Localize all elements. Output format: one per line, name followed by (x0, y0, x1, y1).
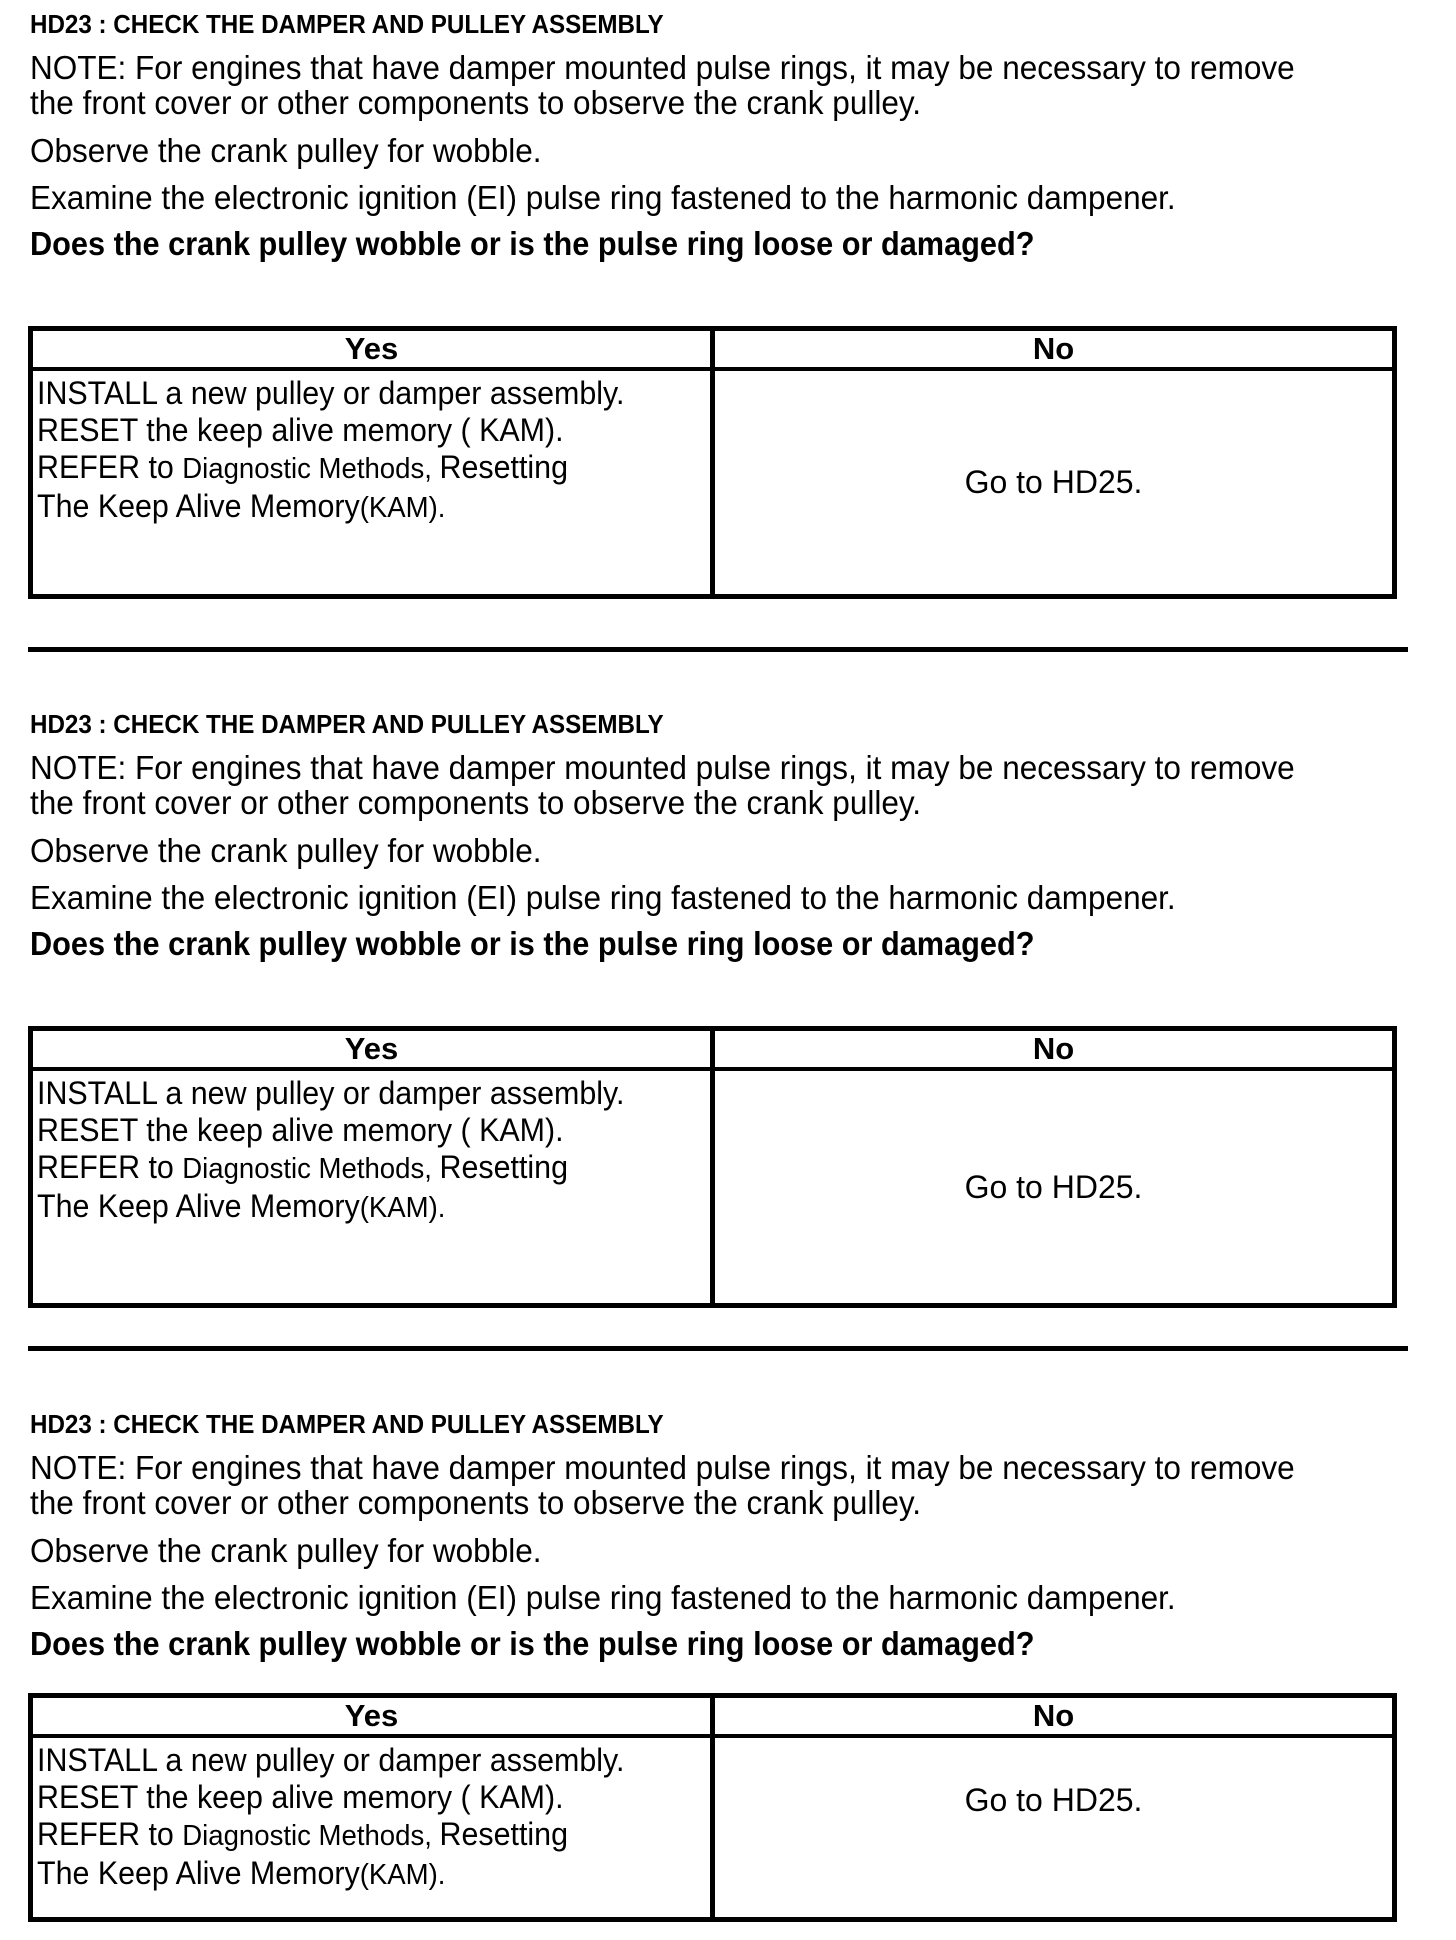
yes-action-line: INSTALL a new pulley or damper assembly. (37, 375, 625, 411)
yes-action-line: RESET the keep alive memory ( KAM). (37, 1779, 564, 1815)
kam-suffix: (KAM). (359, 492, 446, 524)
yes-action-line (37, 1149, 624, 1188)
examine-instruction: Examine the electronic ignition (EI) pulse ring fastened to the harmonic dampener. (30, 879, 1176, 916)
observe-instruction: Observe the crank pulley for wobble. (30, 132, 542, 169)
note-line-2: the front cover or other components to observe the crank pulley. (30, 84, 922, 121)
yes-header: Yes (344, 1031, 399, 1066)
kam-title: The Keep Alive Memory (37, 488, 360, 524)
observe-instruction: Observe the crank pulley for wobble. (30, 832, 542, 869)
yes-action-line (37, 1188, 624, 1227)
step-question: Does the crank pulley wobble or is the pulse ring loose or damaged? (30, 225, 1035, 262)
refer-prefix: REFER to (37, 1816, 183, 1852)
yes-action-line: INSTALL a new pulley or damper assembly. (37, 1075, 625, 1111)
step-title: HD23 : CHECK THE DAMPER AND PULLEY ASSEMBLY (30, 9, 664, 39)
yes-header: Yes (344, 1698, 399, 1733)
yes-action-cell (37, 1742, 624, 1894)
yes-action-cell (37, 375, 624, 527)
yes-action-line: INSTALL a new pulley or damper assembly. (37, 1742, 625, 1778)
go-to-hd25-link[interactable]: Go to HD25. (964, 1782, 1143, 1818)
yes-action-line (37, 488, 624, 527)
yes-action-line (37, 449, 624, 488)
no-header: No (1032, 1698, 1075, 1733)
no-header: No (1032, 331, 1075, 366)
section-separator (28, 647, 1408, 652)
yes-action-cell (37, 1075, 624, 1227)
observe-instruction: Observe the crank pulley for wobble. (30, 1532, 542, 1569)
section-separator (28, 1346, 1408, 1351)
kam-title: The Keep Alive Memory (37, 1855, 360, 1891)
step-question: Does the crank pulley wobble or is the pulse ring loose or damaged? (30, 1625, 1035, 1662)
resetting-text: Resetting (439, 449, 568, 485)
kam-title: The Keep Alive Memory (37, 1188, 360, 1224)
note-line-1: NOTE: For engines that have damper mounted pulse rings, it may be necessary to remove (30, 1449, 1295, 1486)
yes-no-table (28, 1693, 1397, 1922)
step-title: HD23 : CHECK THE DAMPER AND PULLEY ASSEMBLY (30, 1409, 664, 1439)
note-line-2: the front cover or other components to observe the crank pulley. (30, 1484, 922, 1521)
no-action-cell (715, 1738, 1392, 1917)
kam-suffix: (KAM). (359, 1192, 446, 1224)
step-question: Does the crank pulley wobble or is the pulse ring loose or damaged? (30, 925, 1035, 962)
resetting-text: Resetting (439, 1149, 568, 1185)
yes-header: Yes (344, 331, 399, 366)
refer-prefix: REFER to (37, 449, 183, 485)
no-header: No (1032, 1031, 1075, 1066)
diagnostic-methods-link[interactable]: Diagnostic Methods, (182, 1820, 440, 1852)
yes-action-line: RESET the keep alive memory ( KAM). (37, 412, 564, 448)
go-to-hd25-link[interactable]: Go to HD25. (964, 1168, 1143, 1205)
resetting-text: Resetting (439, 1816, 568, 1852)
go-to-hd25-link[interactable]: Go to HD25. (964, 464, 1143, 500)
diagnostic-methods-link[interactable]: Diagnostic Methods, (182, 453, 440, 485)
diagnostic-methods-link[interactable]: Diagnostic Methods, (182, 1153, 440, 1185)
examine-instruction: Examine the electronic ignition (EI) pulse ring fastened to the harmonic dampener. (30, 179, 1176, 216)
step-title: HD23 : CHECK THE DAMPER AND PULLEY ASSEMBLY (30, 709, 664, 739)
yes-action-line (37, 1816, 624, 1855)
examine-instruction: Examine the electronic ignition (EI) pulse ring fastened to the harmonic dampener. (30, 1579, 1176, 1616)
yes-action-line: RESET the keep alive memory ( KAM). (37, 1112, 564, 1148)
no-action-cell (715, 371, 1392, 594)
note-line-1: NOTE: For engines that have damper mounted pulse rings, it may be necessary to remove (30, 749, 1295, 786)
refer-prefix: REFER to (37, 1149, 183, 1185)
yes-action-line (37, 1855, 624, 1894)
kam-suffix: (KAM). (359, 1859, 446, 1891)
note-line-1: NOTE: For engines that have damper mounted pulse rings, it may be necessary to remove (30, 49, 1295, 86)
yes-no-table (28, 1026, 1397, 1308)
yes-no-table (28, 326, 1397, 599)
no-action-cell (715, 1071, 1392, 1303)
note-line-2: the front cover or other components to observe the crank pulley. (30, 784, 922, 821)
